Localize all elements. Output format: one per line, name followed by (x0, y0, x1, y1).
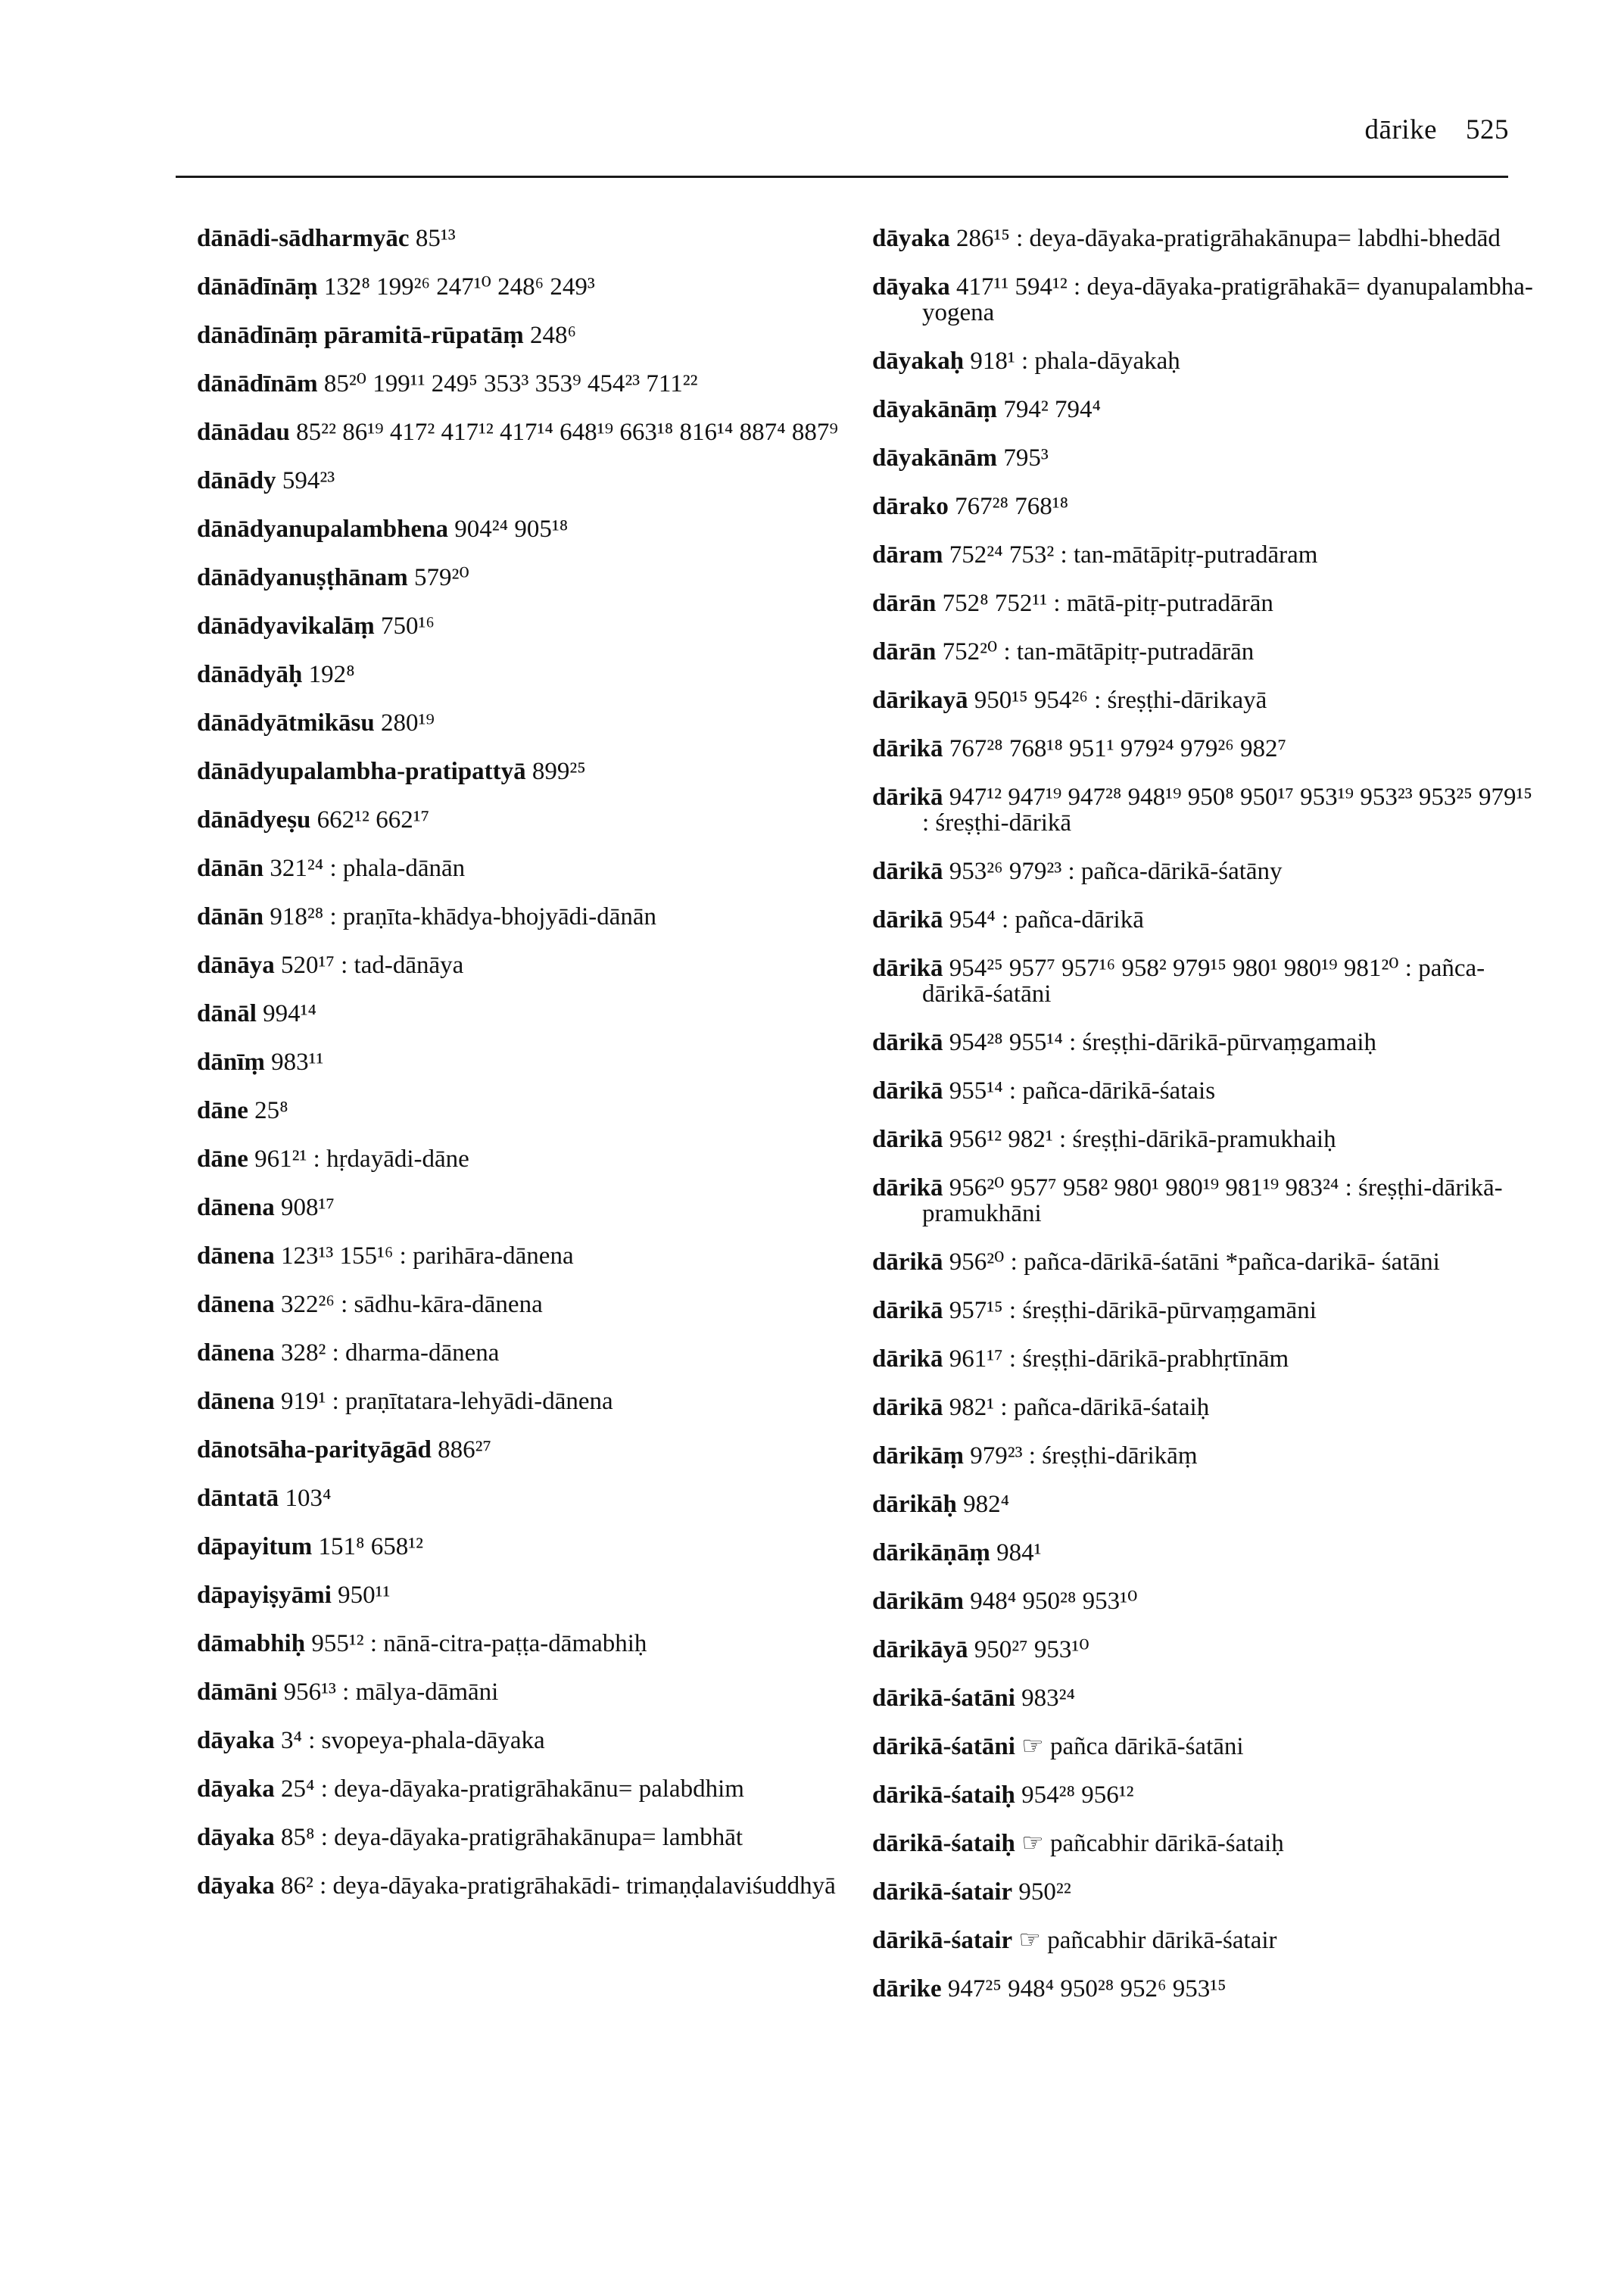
dictionary-entry (872, 274, 1538, 326)
entry-headword: dārikā-śatair (872, 1878, 1013, 1906)
entry-headword: dārikām (872, 1588, 965, 1615)
entry-references: 983¹¹ (271, 1049, 324, 1076)
entry-references: 752²⁰ : tan-mātāpitṛ-putradārān (942, 638, 1255, 665)
entry-headword: dāyaka (197, 1872, 275, 1900)
entry-references: 579²⁰ (414, 564, 469, 591)
dictionary-entry (197, 807, 840, 833)
dictionary-entry (197, 1631, 840, 1657)
entry-references: 594²³ (282, 467, 335, 494)
entry-headword: dārikā (872, 1174, 943, 1202)
dictionary-entry (197, 1389, 840, 1414)
running-head (1365, 114, 1509, 146)
entry-references: 950¹⁵ 954²⁶ : śreṣṭhi-dārikayā (974, 687, 1267, 714)
dictionary-entry (872, 1685, 1538, 1711)
entry-headword: dārikā-śataiḥ (872, 1781, 1015, 1809)
entry-headword: dārikā (872, 955, 943, 982)
entry-headword: dārikā (872, 1248, 943, 1276)
dictionary-entry (197, 1776, 840, 1802)
entry-headword: dāntatā (197, 1485, 279, 1512)
entry-headword: dārikāḥ (872, 1491, 957, 1518)
entry-headword: dānena (197, 1291, 275, 1318)
entry-references: 947¹² 947¹⁹ 947²⁸ 948¹⁹ 950⁸ 950¹⁷ 953¹⁹ 953²³ 953²⁵ 979¹⁵ : śreṣṭhi-dārikā (922, 784, 1532, 837)
entry-references: 982¹ : pañca-dārikā-śataiḥ (949, 1394, 1210, 1421)
dictionary-entry (872, 226, 1538, 251)
dictionary-entry (872, 1078, 1538, 1104)
entry-headword: dānādy (197, 467, 276, 494)
entry-headword: dāyaka (197, 1727, 275, 1754)
entry-references: 948⁴ 950²⁸ 953¹⁰ (970, 1588, 1138, 1615)
entry-references: 954⁴ : pañca-dārikā (949, 906, 1144, 933)
dictionary-entry (197, 1049, 840, 1075)
entry-references: 954²⁸ 956¹² (1021, 1781, 1134, 1809)
dictionary-entry (872, 397, 1538, 422)
entry-references: 750¹⁶ (381, 612, 435, 640)
entry-headword: dārān (872, 590, 937, 617)
entry-headword: dārike (872, 1975, 942, 2003)
entry-headword: dārikā (872, 1077, 943, 1105)
entry-headword: dārako (872, 493, 949, 520)
entry-headword: dārikā (872, 858, 943, 885)
entry-references: 752⁸ 752¹¹ : mātā-pitṛ-putradārān (942, 590, 1273, 617)
entry-headword: dāyakaḥ (872, 348, 965, 375)
entry-references: 25⁸ (254, 1097, 288, 1124)
entry-headword: dānāya (197, 952, 275, 979)
entry-headword: dāyaka (197, 1824, 275, 1851)
dictionary-entry (197, 856, 840, 881)
dictionary-entry (872, 348, 1538, 374)
header-rule (176, 176, 1508, 178)
dictionary-entry (197, 1679, 840, 1705)
entry-headword: dānena (197, 1242, 275, 1270)
entry-references: 956²⁰ 957⁷ 958² 980¹ 980¹⁹ 981¹⁹ 983²⁴ : śreṣṭhi-dārikā-pramukhāni (922, 1174, 1503, 1227)
entry-references: 795³ (1003, 444, 1049, 472)
dictionary-entry (872, 859, 1538, 884)
entry-headword: dāne (197, 1097, 248, 1124)
dictionary-entry (872, 1734, 1538, 1759)
dictionary-entry (197, 662, 840, 687)
entry-headword: dārikā (872, 1394, 943, 1421)
dictionary-entry (197, 952, 840, 978)
entry-headword: dāyakānām (872, 444, 998, 472)
page-header (0, 0, 1624, 182)
dictionary-entry (872, 445, 1538, 471)
dictionary-entry (872, 1976, 1538, 2002)
entry-references: 961²¹ : hṛdayādi-dāne (254, 1145, 469, 1173)
right-column (872, 226, 1538, 2024)
entry-references: 947²⁵ 948⁴ 950²⁸ 952⁶ 953¹⁵ (947, 1975, 1227, 2003)
running-head-word: dārike (1364, 114, 1437, 145)
entry-references: 280¹⁹ (381, 709, 435, 737)
dictionary-entry (197, 1195, 840, 1220)
entry-headword: dāmabhiḥ (197, 1630, 306, 1657)
dictionary-entry (197, 1485, 840, 1511)
entry-headword: dārikā-śatāni (872, 1685, 1015, 1712)
entry-headword: dānān (197, 903, 264, 930)
dictionary-entry (197, 1873, 840, 1899)
dictionary-entry (197, 468, 840, 494)
entry-references: ☞ pañca dārikā-śatāni (1021, 1733, 1244, 1760)
dictionary-entry (197, 904, 840, 930)
dictionary-entry (197, 1001, 840, 1027)
entry-references: 954²⁵ 957⁷ 957¹⁶ 958² 979¹⁵ 980¹ 980¹⁹ 981²⁰ : pañca-dārikā-śatāni (922, 955, 1485, 1008)
entry-references: 979²³ : śreṣṭhi-dārikāṃ (970, 1442, 1198, 1470)
entry-headword: dānotsāha-parityāgād (197, 1436, 432, 1463)
entry-headword: dāpayiṣyāmi (197, 1582, 332, 1609)
dictionary-entry (197, 1437, 840, 1463)
entry-headword: dāpayitum (197, 1533, 313, 1560)
dictionary-entry (872, 736, 1538, 762)
entry-references: 954²⁸ 955¹⁴ : śreṣṭhi-dārikā-pūrvaṃgamaiḥ (949, 1029, 1377, 1056)
dictionary-entry (197, 516, 840, 542)
dictionary-entry (872, 1030, 1538, 1055)
dictionary-entry (872, 1175, 1538, 1226)
entry-references: 950¹¹ (338, 1582, 391, 1609)
entry-references: 192⁸ (308, 661, 355, 688)
dictionary-entry (872, 1879, 1538, 1905)
entry-headword: dārikāṇāṃ (872, 1539, 990, 1566)
dictionary-entry (197, 274, 840, 300)
dictionary-entry (197, 565, 840, 591)
entry-references: ☞ pañcabhir dārikā-śataiḥ (1021, 1830, 1284, 1857)
entry-headword: dānena (197, 1388, 275, 1415)
entry-headword: dānādyātmikāsu (197, 709, 375, 737)
entry-references: 957¹⁵ : śreṣṭhi-dārikā-pūrvaṃgamāni (949, 1297, 1317, 1324)
entry-references: 85¹³ (415, 225, 456, 252)
dictionary-entry (197, 1728, 840, 1753)
entry-headword: dāyaka (197, 1775, 275, 1803)
entry-references: 956¹³ : mālya-dāmāni (283, 1678, 499, 1706)
entry-headword: dārikāṃ (872, 1442, 965, 1470)
entry-references: 248⁶ (530, 322, 577, 349)
entry-references: 886²⁷ (438, 1436, 492, 1463)
entry-headword: dārān (872, 638, 937, 665)
dictionary-entry (872, 1395, 1538, 1420)
entry-references: 794² 794⁴ (1003, 396, 1101, 423)
entry-headword: dānādīnāṃ pāramitā-rūpatāṃ (197, 322, 524, 349)
dictionary-entry (872, 784, 1538, 836)
entry-references: 85⁸ : deya-dāyaka-pratigrāhakānupa= lambhāt (280, 1824, 743, 1851)
entry-headword: dānāl (197, 1000, 257, 1027)
entry-references: 918¹ : phala-dāyakaḥ (970, 348, 1180, 375)
entry-references: 994¹⁴ (263, 1000, 317, 1027)
entry-references: 286¹⁵ : deya-dāyaka-pratigrāhakānupa= labdhi-bhedād (955, 225, 1501, 252)
entry-references: 85²⁰ 199¹¹ 249⁵ 353³ 353⁹ 454²³ 711²² (323, 370, 698, 397)
entry-references: 752²⁴ 753² : tan-mātāpitṛ-putradāram (949, 541, 1318, 569)
entry-headword: dāyaka (872, 273, 950, 301)
entry-headword: dānādīnāṃ (197, 273, 318, 301)
dictionary-entry (197, 1146, 840, 1172)
entry-headword: dānīṃ (197, 1049, 265, 1076)
dictionary-entry (872, 955, 1538, 1007)
entry-references: 767²⁸ 768¹⁸ (955, 493, 1069, 520)
dictionary-entry (197, 1340, 840, 1366)
entry-headword: dānena (197, 1194, 275, 1221)
entry-references: 961¹⁷ : śreṣṭhi-dārikā-prabhṛtīnām (949, 1345, 1289, 1373)
dictionary-entry (872, 639, 1538, 665)
left-column (197, 226, 840, 1922)
entry-references: 662¹² 662¹⁷ (316, 806, 430, 834)
entry-headword: dāram (872, 541, 943, 569)
entry-references: 321²⁴ : phala-dānān (270, 855, 466, 882)
dictionary-entry (872, 1346, 1538, 1372)
entry-headword: dārikā (872, 735, 943, 762)
dictionary-entry (197, 710, 840, 736)
entry-headword: dārikā (872, 1345, 943, 1373)
entry-headword: dānādyanupalambhena (197, 516, 448, 543)
entry-references: 955¹⁴ : pañca-dārikā-śatais (949, 1077, 1216, 1105)
dictionary-entry (872, 1637, 1538, 1663)
entry-headword: dāmāni (197, 1678, 278, 1706)
entry-headword: dārikāyā (872, 1636, 968, 1663)
entry-references: ☞ pañcabhir dārikā-śatair (1018, 1927, 1277, 1954)
entry-headword: dānādyeṣu (197, 806, 311, 834)
dictionary-entry (872, 1588, 1538, 1614)
entry-references: 86² : deya-dāyaka-pratigrāhakādi- trimaṇḍalaviśuddhyā (280, 1872, 836, 1900)
entry-references: 984¹ (996, 1539, 1042, 1566)
entry-references: 919¹ : praṇītatara-lehyādi-dānena (280, 1388, 613, 1415)
dictionary-entry (197, 759, 840, 784)
entry-headword: dānādyanuṣṭhānam (197, 564, 408, 591)
entry-headword: dānān (197, 855, 264, 882)
entry-headword: dārikā (872, 1297, 943, 1324)
entry-references: 908¹⁷ (280, 1194, 335, 1221)
entry-headword: dārikā (872, 906, 943, 933)
entry-references: 950²² (1018, 1878, 1071, 1906)
entry-references: 322²⁶ : sādhu-kāra-dānena (280, 1291, 543, 1318)
entry-headword: dārikā-śataiḥ (872, 1830, 1015, 1857)
entry-headword: dārikā (872, 1029, 943, 1056)
dictionary-entry (197, 1825, 840, 1850)
entry-headword: dārikā (872, 784, 943, 811)
entry-references: 918²⁸ : praṇīta-khādya-bhojyādi-dānān (270, 903, 657, 930)
dictionary-entry (872, 1928, 1538, 1953)
dictionary-entry (872, 542, 1538, 568)
entry-headword: dānādi-sādharmyāc (197, 225, 410, 252)
dictionary-entry (872, 1127, 1538, 1152)
entry-headword: dārikayā (872, 687, 968, 714)
entry-references: 956¹² 982¹ : śreṣṭhi-dārikā-pramukhaiḥ (949, 1126, 1336, 1153)
entry-references: 123¹³ 155¹⁶ : parihāra-dānena (280, 1242, 574, 1270)
page-number: 525 (1466, 114, 1509, 145)
entry-references: 950²⁷ 953¹⁰ (974, 1636, 1089, 1663)
dictionary-entry (197, 371, 840, 397)
dictionary-entry (872, 1298, 1538, 1323)
entry-headword: dāyaka (872, 225, 950, 252)
dictionary-entry (872, 1443, 1538, 1469)
dictionary-entry (197, 1098, 840, 1124)
dictionary-entry (872, 591, 1538, 616)
entry-headword: dārikā-śatāni (872, 1733, 1015, 1760)
entry-headword: dāne (197, 1145, 248, 1173)
dictionary-entry (197, 613, 840, 639)
dictionary-entry (197, 419, 840, 445)
dictionary-entry (872, 1491, 1538, 1517)
dictionary-entry (197, 1582, 840, 1608)
entry-references: 151⁸ 658¹² (318, 1533, 424, 1560)
entry-headword: dānādau (197, 419, 290, 446)
entry-references: 520¹⁷ : tad-dānāya (280, 952, 464, 979)
dictionary-entry (197, 1243, 840, 1269)
dictionary-entry (197, 1534, 840, 1560)
entry-headword: dānādyupalambha-pratipattyā (197, 758, 526, 785)
entry-headword: dānādyavikalāṃ (197, 612, 375, 640)
dictionary-entry (872, 1831, 1538, 1856)
dictionary-entry (197, 323, 840, 348)
dictionary-entry (872, 1782, 1538, 1808)
entry-references: 767²⁸ 768¹⁸ 951¹ 979²⁴ 979²⁶ 982⁷ (949, 735, 1287, 762)
entry-references: 953²⁶ 979²³ : pañca-dārikā-śatāny (949, 858, 1283, 885)
entry-references: 25⁴ : deya-dāyaka-pratigrāhakānu= palabdhim (280, 1775, 744, 1803)
entry-headword: dānena (197, 1339, 275, 1367)
entry-references: 417¹¹ 594¹² : deya-dāyaka-pratigrāhakā= dyanupalambha-yogena (922, 273, 1533, 326)
entry-references: 904²⁴ 905¹⁸ (454, 516, 569, 543)
entry-references: 899²⁵ (531, 758, 586, 785)
entry-headword: dānādīnām (197, 370, 318, 397)
entry-references: 955¹² : nānā-citra-paṭṭa-dāmabhiḥ (311, 1630, 647, 1657)
entry-references: 103⁴ (285, 1485, 332, 1512)
entry-headword: dāyakānāṃ (872, 396, 998, 423)
dictionary-entry (872, 494, 1538, 519)
dictionary-entry (872, 1540, 1538, 1566)
entry-headword: dārikā-śatair (872, 1927, 1013, 1954)
entry-headword: dānādyāḥ (197, 661, 303, 688)
dictionary-entry (872, 1249, 1538, 1275)
entry-headword: dārikā (872, 1126, 943, 1153)
entry-references: 956²⁰ : pañca-dārikā-śatāni *pañca-darikā- śatāni (949, 1248, 1440, 1276)
entry-references: 132⁸ 199²⁶ 247¹⁰ 248⁶ 249³ (323, 273, 595, 301)
entry-references: 982⁴ (963, 1491, 1010, 1518)
entry-references: 983²⁴ (1021, 1685, 1076, 1712)
dictionary-entry (197, 1292, 840, 1317)
dictionary-entry (872, 907, 1538, 933)
entry-references: 85²² 86¹⁹ 417² 417¹² 417¹⁴ 648¹⁹ 663¹⁸ 816¹⁴ 887⁴ 887⁹ (296, 419, 838, 446)
dictionary-entry (197, 226, 840, 251)
entry-references: 3⁴ : svopeya-phala-dāyaka (280, 1727, 545, 1754)
dictionary-entry (872, 687, 1538, 713)
entry-references: 328² : dharma-dānena (280, 1339, 500, 1367)
